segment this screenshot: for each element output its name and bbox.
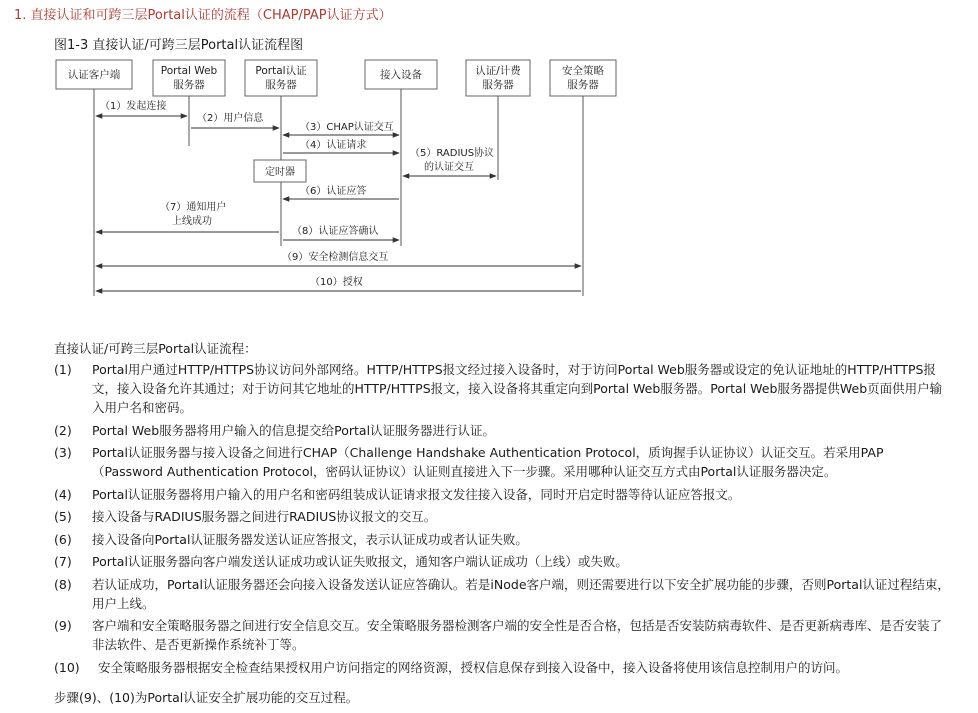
step-text: 安全策略服务器根据安全检查结果授权用户访问指定的网络资源，授权信息保存到接入设备中，接入设备将使用该信息控制用户的访问。 <box>98 659 849 675</box>
participant-client <box>56 60 132 89</box>
message-7-label: （7）通知用户 <box>160 202 227 213</box>
step-list <box>54 360 954 680</box>
step-item <box>54 507 954 526</box>
svg-text:认证/计费: 认证/计费 <box>475 65 521 77</box>
message-3-label: （3）CHAP认证交互 <box>300 122 394 133</box>
step-text: Portal用户通过HTTP/HTTPS协议访问外部网络。HTTP/HTTPS报文经过接入设备时，对于访问Portal Web服务器或设定的免认证地址的HTTP/HTTPS报文，接入设备允许其通过；对于访问其它地址的HTTP/HTTPS报文，接入设备将其重定向到Portal Web服务器。Portal Web服务器提供Web页面供用户输入用户名和密码。 <box>92 362 943 415</box>
step-text: 接入设备与RADIUS服务器之间进行RADIUS协议报文的交互。 <box>92 509 437 524</box>
step-text: 接入设备向Portal认证服务器发送认证应答报文，表示认证成功或者认证失败。 <box>92 531 528 547</box>
step-text: Portal认证服务器向客户端发送认证成功或认证失败报文，通知客户端认证成功（上线）或失败。 <box>92 554 628 569</box>
message-7-label-line2: 上线成功 <box>172 216 212 227</box>
footnote: 步骤(9)、(10)为Portal认证安全扩展功能的交互过程。 <box>54 690 359 705</box>
participant-portal-web-server <box>153 60 225 96</box>
sequence-diagram <box>0 0 978 330</box>
step-text: Portal认证服务器将用户输入的用户名和密码组装成认证请求报文发往接入设备，同时开启定时器等待认证应答报文。 <box>92 486 741 502</box>
step-item <box>54 616 954 654</box>
step-text: Portal认证服务器与接入设备之间进行CHAP（Challenge Handshake Authentication Protocol，质询握手认证协议）认证交互。若采用PAP（Password Authentication Protocol，密码认证协议）认证则直接进入下一步骤。采用哪种认证交互方式由Portal认证服务器决定。 <box>92 445 884 479</box>
svg-text:服务器: 服务器 <box>173 79 205 91</box>
timer-box <box>254 160 306 182</box>
svg-text:服务器: 服务器 <box>482 79 514 91</box>
message-6-label: （6）认证应答 <box>300 186 367 197</box>
svg-text:服务器: 服务器 <box>265 79 297 91</box>
svg-text:安全策略: 安全策略 <box>562 65 604 77</box>
step-item <box>54 360 954 417</box>
message-8-label: （8）认证应答确认 <box>292 226 379 237</box>
svg-text:Portal认证: Portal认证 <box>255 65 307 77</box>
svg-text:Portal Web: Portal Web <box>160 65 218 77</box>
participant-access-device <box>365 60 437 89</box>
message-2-label: （2）用户信息 <box>197 113 264 124</box>
message-5-label-line2: 的认证交互 <box>424 162 474 173</box>
message-10-label: （10）授权 <box>310 277 363 288</box>
message-4-label: （4）认证请求 <box>300 140 367 151</box>
svg-text:服务器: 服务器 <box>567 79 599 91</box>
participant-security-policy-server <box>550 60 616 96</box>
step-text: 若认证成功，Portal认证服务器还会向接入设备发送认证应答确认。若是iNode客户端，则还需要进行以下安全扩展功能的步骤，否则Portal认证过程结束，用户上线。 <box>92 576 950 611</box>
message-9-label: （9）安全检测信息交互 <box>282 252 389 263</box>
step-item <box>54 575 954 613</box>
step-number: (8) <box>54 576 72 592</box>
step-number: (9) <box>54 618 72 633</box>
participant-portal-auth-server <box>245 60 317 96</box>
step-item <box>54 552 954 571</box>
step-number: (5) <box>54 509 72 524</box>
step-item <box>54 485 954 504</box>
step-text: Portal Web服务器将用户输入的信息提交给Portal认证服务器进行认证。 <box>92 422 496 438</box>
step-item <box>54 421 954 440</box>
step-item <box>54 530 954 549</box>
svg-text:认证客户端: 认证客户端 <box>67 69 121 81</box>
step-number: (3) <box>54 445 72 460</box>
svg-text:定时器: 定时器 <box>265 167 295 178</box>
step-text: 客户端和安全策略服务器之间进行安全信息交互。安全策略服务器检测客户端的安全性是否合格，包括是否安装防病毒软件、是否更新病毒库、是否安装了非法软件、是否更新操作系统补丁等。 <box>92 618 943 652</box>
svg-text:接入设备: 接入设备 <box>380 69 422 81</box>
message-5-label: （5）RADIUS协议 <box>410 148 495 159</box>
step-number: (6) <box>54 531 72 547</box>
flow-intro: 直接认证/可跨三层Portal认证流程： <box>54 341 257 356</box>
section-title: 1. 直接认证和可跨三层Portal认证的流程（CHAP/PAP认证方式） <box>14 8 392 23</box>
step-number: (2) <box>54 422 72 438</box>
step-number: (4) <box>54 486 72 502</box>
message-1-label: （1）发起连接 <box>100 101 167 112</box>
figure-caption: 图1-3 直接认证/可跨三层Portal认证流程图 <box>54 38 304 53</box>
step-item <box>54 443 954 481</box>
participant-aaa-server <box>466 60 530 96</box>
step-number: (1) <box>54 362 72 377</box>
step-number: (7) <box>54 554 72 569</box>
step-item <box>54 658 954 677</box>
step-number: (10) <box>54 659 80 675</box>
